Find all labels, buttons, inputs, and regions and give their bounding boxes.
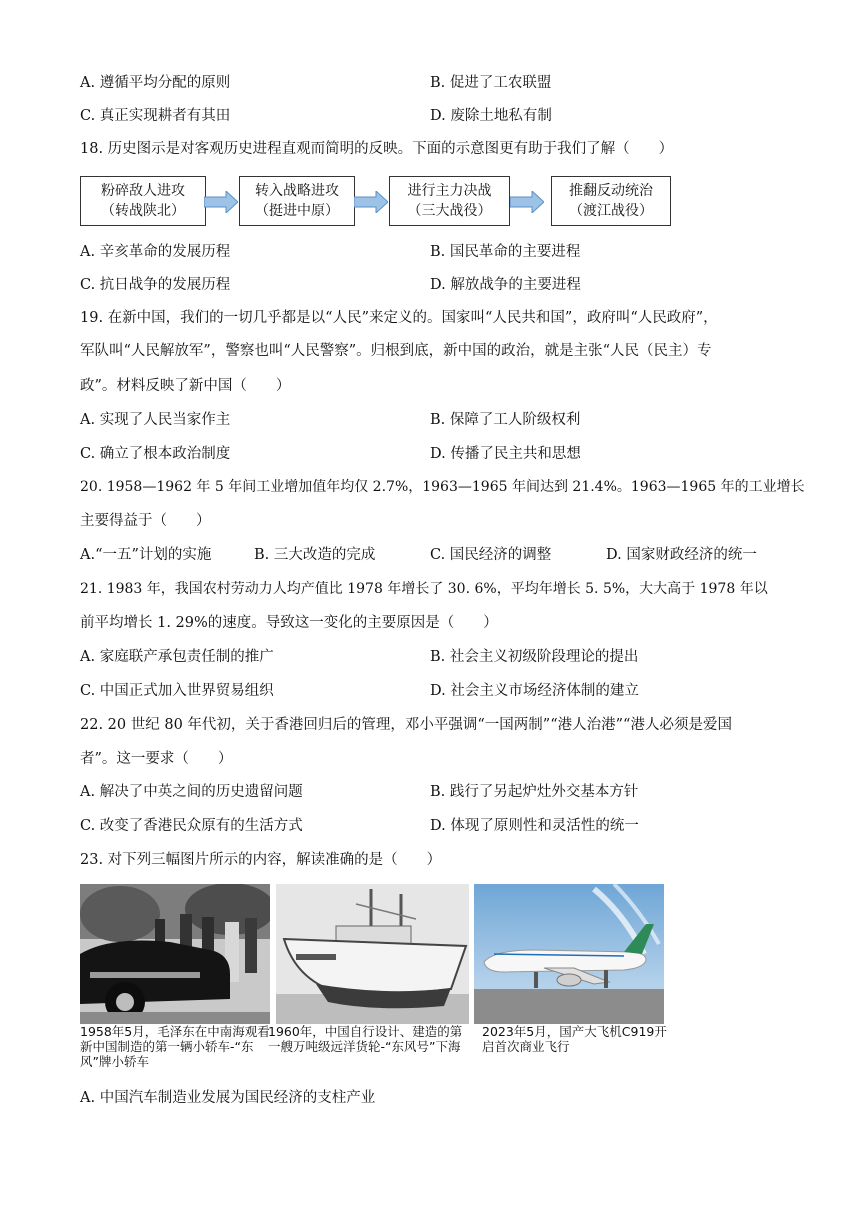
ship-photo-caption: 1960年，中国自行设计、建造的第一艘万吨级远洋货轮-“东风号”下海 [268, 1024, 463, 1054]
q21-option-d: D. 社会主义市场经济体制的建立 [430, 683, 639, 699]
ship-photo [276, 884, 469, 1024]
airplane-photo [474, 884, 664, 1024]
q17-option-d: D. 废除土地私有制 [430, 108, 552, 124]
flow-box-3 [389, 176, 510, 226]
q18-option-a: A. 辛亥革命的发展历程 [80, 244, 231, 260]
q23-option-a: A. 中国汽车制造业发展为国民经济的支柱产业 [80, 1090, 376, 1106]
flow-box-4-title: 推翻反动统治 [569, 183, 653, 199]
q19-option-d: D. 传播了民主共和思想 [430, 446, 581, 462]
q22-stem-line1: 22. 20 世纪 80 年代初，关于香港回归后的管理，邓小平强调“一国两制”“港人治港”“港人必须是爱国 [80, 717, 732, 733]
flow-box-1-title: 粉碎敌人进攻 [101, 183, 185, 199]
q19-stem-line2: 军队叫“人民解放军”，警察也叫“人民警察”。归根到底，新中国的政治，就是主张“人民（民主）专 [80, 343, 712, 359]
q19-option-a: A. 实现了人民当家作主 [80, 412, 231, 428]
flow-arrow-icon [510, 191, 544, 213]
q17-option-b: B. 促进了工农联盟 [430, 75, 552, 91]
q20-option-b: B. 三大改造的完成 [254, 547, 376, 563]
q18-stem: 18. 历史图示是对客观历史进程直观而简明的反映。下面的示意图更有助于我们了解（ ） [80, 141, 674, 157]
flow-box-2-title: 转入战略进攻 [255, 183, 339, 199]
q20-option-a: A.“一五”计划的实施 [80, 547, 212, 563]
car-photo-caption: 1958年5月，毛泽东在中南海观看新中国制造的第一辆小轿车-“东风”牌小轿车 [80, 1024, 270, 1069]
flow-box-2 [239, 176, 355, 226]
q18-option-b: B. 国民革命的主要进程 [430, 244, 581, 260]
q22-option-b: B. 践行了另起炉灶外交基本方针 [430, 784, 639, 800]
q17-option-c: C. 真正实现耕者有其田 [80, 108, 231, 124]
q18-option-d: D. 解放战争的主要进程 [430, 277, 581, 293]
q19-stem-line3: 政”。材料反映了新中国（ ） [80, 378, 291, 394]
q20-stem-line2: 主要得益于（ ） [80, 513, 211, 529]
q18-option-c: C. 抗日战争的发展历程 [80, 277, 231, 293]
q21-stem-line2: 前平均增长 1. 29%的速度。导致这一变化的主要原因是（ ） [80, 615, 498, 631]
q23-stem: 23. 对下列三幅图片所示的内容，解读准确的是（ ） [80, 852, 442, 868]
car-photo [80, 884, 270, 1024]
q17-option-a: A. 遵循平均分配的原则 [80, 75, 231, 91]
flow-box-1 [80, 176, 206, 226]
flow-box-3-title: 进行主力决战 [407, 183, 492, 199]
q19-stem-line1: 19. 在新中国，我们的一切几乎都是以“人民”来定义的。国家叫“人民共和国”，政府叫“人民政府”， [80, 310, 718, 326]
q22-option-a: A. 解决了中英之间的历史遗留问题 [80, 784, 303, 800]
flow-box-2-sub: （挺进中原） [255, 203, 339, 219]
flow-box-4-sub: （渡江战役） [569, 203, 653, 219]
q20-option-d: D. 国家财政经济的统一 [606, 547, 757, 563]
q21-option-a: A. 家庭联产承包责任制的推广 [80, 649, 274, 665]
flow-box-4 [551, 176, 671, 226]
q19-option-b: B. 保障了工人阶级权利 [430, 412, 581, 428]
q20-stem-line1: 20. 1958—1962 年 5 年间工业增加值年均仅 2.7%，1963—1965 年间达到 21.4%。1963—1965 年的工业增长 [80, 479, 805, 495]
flow-box-1-sub: （转战陕北） [101, 203, 185, 219]
flow-box-3-sub: （三大战役） [407, 203, 492, 219]
airplane-photo-caption: 2023年5月，国产大飞机C919开启首次商业飞行 [482, 1024, 667, 1054]
q21-option-b: B. 社会主义初级阶段理论的提出 [430, 649, 639, 665]
q21-stem-line1: 21. 1983 年，我国农村劳动力人均产值比 1978 年增长了 30. 6%，平均年增长 5. 5%，大大高于 1978 年以 [80, 581, 768, 597]
q22-stem-line2: 者”。这一要求（ ） [80, 751, 233, 767]
q20-option-c: C. 国民经济的调整 [430, 547, 552, 563]
q22-option-c: C. 改变了香港民众原有的生活方式 [80, 818, 303, 834]
q19-option-c: C. 确立了根本政治制度 [80, 446, 231, 462]
q21-option-c: C. 中国正式加入世界贸易组织 [80, 683, 274, 699]
flow-arrow-icon [204, 191, 238, 213]
q22-option-d: D. 体现了原则性和灵活性的统一 [430, 818, 639, 834]
flow-arrow-icon [354, 191, 388, 213]
